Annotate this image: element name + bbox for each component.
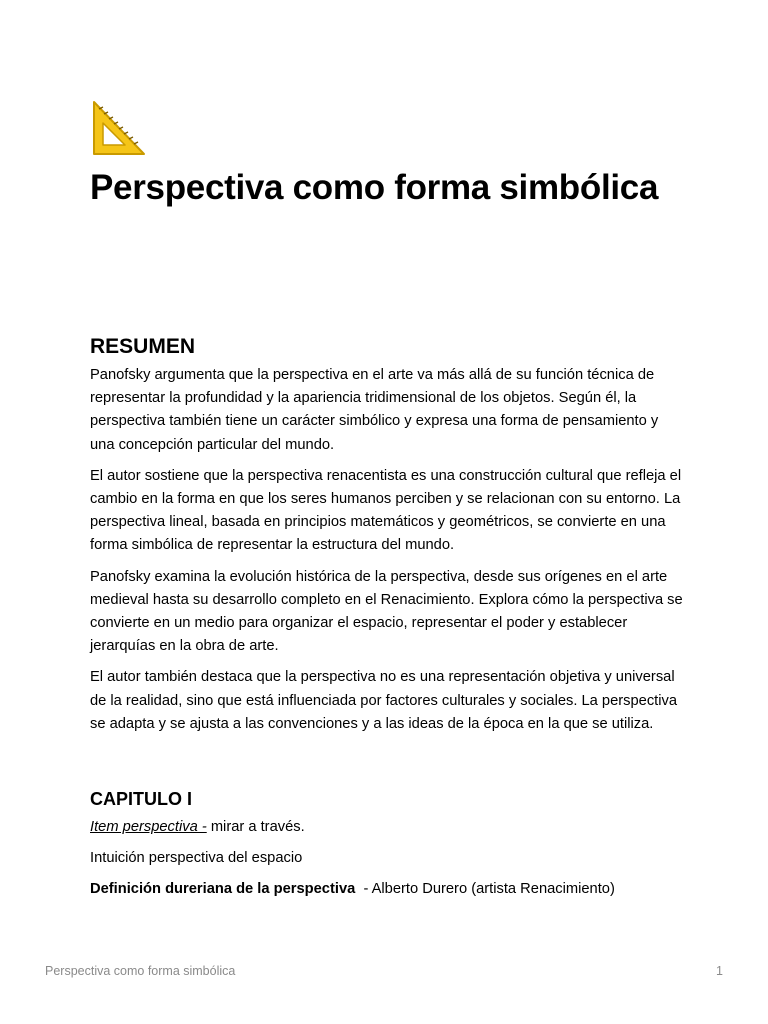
paragraph: El autor también destaca que la perspectiva no es una representación objetiva y universal de la realidad, sino que está influenciada por factores culturales y sociales. La perspectiva se adapta y se ajusta a las convenciones y a las ideas de la época en la que se utiliza. (90, 669, 678, 732)
document-body (90, 330, 684, 910)
item-perspectiva-line (90, 816, 684, 839)
section-heading-resumen: RESUMEN (90, 335, 196, 358)
intuicion-line: Intuición perspectiva del espacio (90, 850, 303, 867)
document-title: Perspectiva como forma simbólica (90, 168, 659, 207)
item-definition: mirar a través. (206, 819, 305, 836)
definicion-term: Definición dureriana de la perspectiva (90, 881, 356, 898)
paragraph: El autor sostiene que la perspectiva renacentista es una construcción cultural que refleja el cambio en la forma en que los seres humanos perciben y se relacionan con su entorno. La perspectiva lineal, basada en principios matemáticos y geométricos, se convierte en una forma simbólica de representar la estructura del mundo. (90, 467, 682, 554)
footer-doc-title: Perspectiva como forma simbólica (45, 964, 236, 978)
definicion-line (90, 878, 684, 901)
triangular-ruler-icon (90, 100, 146, 156)
paragraph: Panofsky argumenta que la perspectiva en el arte va más allá de su función técnica de representar la profundidad y la apariencia tridimensional de los objetos. Según él, la perspectiva también tiene un carácter simbólico y expresa una forma de pensamiento y una concepción particular del mundo. (90, 367, 659, 453)
definicion-author: - Alberto Durero (artista Renacimiento) (355, 881, 615, 898)
paragraph: Panofsky examina la evolución histórica de la perspectiva, desde sus orígenes en el arte medieval hasta su desarrollo completo en el Renacimiento. Explora cómo la perspectiva se convierte en un medio para organizar el espacio, representar el poder y establecer jerarquías en la obra de arte. (90, 568, 683, 655)
item-term: Item perspectiva - (90, 819, 207, 836)
section-heading-capitulo: CAPITULO I (90, 789, 192, 810)
footer-page-number: 1 (716, 964, 723, 978)
